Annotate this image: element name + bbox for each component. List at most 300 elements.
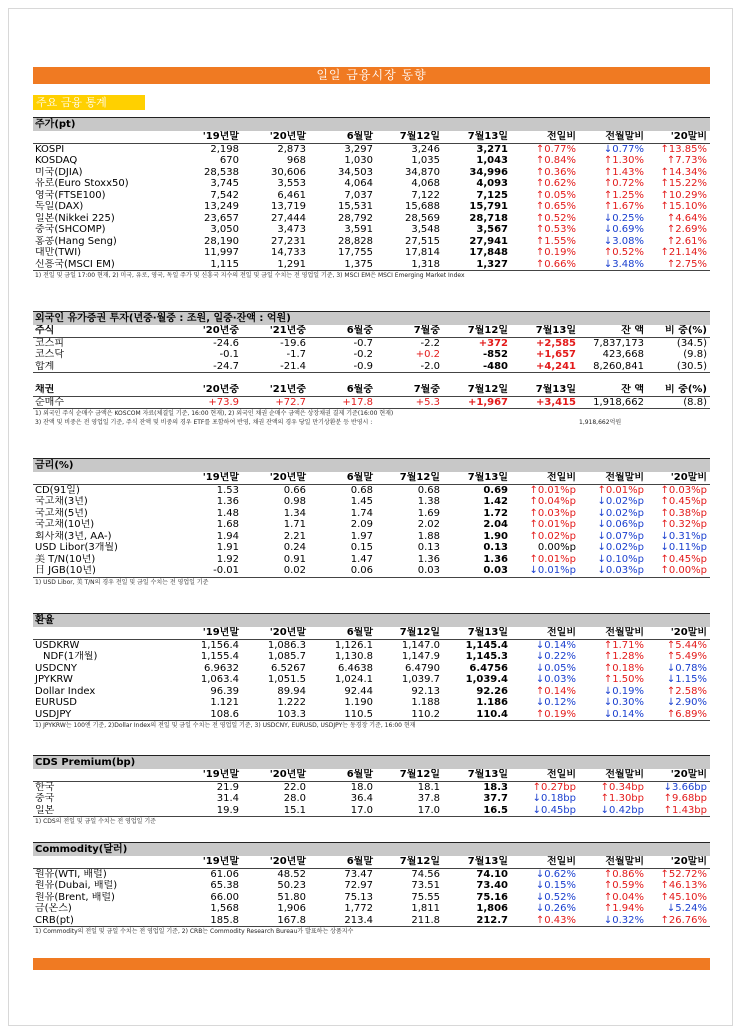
cell-mom: ↓0.02%p (597, 542, 644, 553)
cell-ytd: ↑2.58% (666, 685, 707, 697)
cell-jul12: 3,246 (411, 143, 440, 155)
cell-jul12: 2.02 (417, 519, 440, 530)
col-header-ytd: 비 중(%) (647, 384, 710, 396)
col-header-jul13: 7월13일 (443, 769, 511, 781)
table-row (33, 892, 710, 904)
cell-mom: ↑0.72% (603, 178, 644, 189)
cell-jul13: 2.04 (483, 519, 508, 530)
rate-name: USD Libor(3개월) (35, 542, 118, 553)
flow-name: 코스피 (35, 337, 64, 349)
cell-mom: ↑0.18% (603, 662, 644, 674)
cell-jul12: 28,569 (405, 212, 440, 224)
col-header-jul12: 7월12일 (376, 472, 443, 484)
foreign-stock-table (33, 325, 710, 373)
col-header-label: 채권 (33, 384, 175, 396)
commodity-name: 원유(Dubai, 배럴) (35, 880, 118, 891)
section-tag: 주요 금융 통계 (33, 95, 145, 110)
col-header-y20: '20년말 (242, 131, 309, 143)
cell-jun: 213.4 (309, 915, 376, 927)
cell-ytd: ↓1.15% (666, 674, 707, 685)
cell-jun: 0.06 (309, 565, 376, 577)
flow-name: 합계 (33, 361, 175, 373)
cell-dod: ↑0.02%p (529, 530, 576, 542)
cell-ytd: ↑4.64% (666, 212, 707, 224)
cell-y20: 48.52 (277, 868, 306, 880)
col-header-mom: 전월말비 (579, 769, 647, 781)
cell-jun: 36.4 (350, 793, 373, 804)
market-name: 영국(FTSE100) (35, 189, 106, 201)
col-header-dod: 전일비 (511, 856, 579, 868)
cell-dod: ↑1.55% (535, 235, 576, 247)
cell-ytd: (8.8) (647, 396, 710, 409)
table-row (33, 880, 710, 892)
table-row (33, 663, 710, 675)
cell-jul12: +5.3 (376, 396, 443, 409)
cell-y20: 0.91 (283, 553, 306, 565)
cell-dod: ↓0.12% (535, 697, 576, 708)
cell-jun: 2.09 (350, 519, 373, 530)
cell-y20: 167.8 (242, 915, 309, 927)
cell-dod: ↑0.14% (535, 685, 576, 697)
foreign-note-2-value: 1,918,662억원 (579, 419, 622, 426)
cell-y19: -24.7 (175, 361, 242, 373)
cell-ytd: ↓3.66bp (663, 781, 707, 793)
cell-jul13: 18.3 (483, 781, 508, 793)
cell-jul12: 34,870 (405, 166, 440, 178)
cell-jul12: 0.68 (417, 484, 440, 496)
cell-jun: 0.68 (350, 484, 373, 496)
rate-name: 국고채(5년) (35, 507, 88, 519)
cell-y20: 27,231 (271, 235, 306, 247)
col-header-jul12: 7월12일 (376, 856, 443, 868)
cell-y19: 1,568 (210, 903, 239, 914)
cell-ytd: ↓0.11%p (660, 542, 707, 553)
cell-y20: 15.1 (242, 805, 309, 817)
cell-y19: 1.94 (216, 530, 239, 542)
cell-jul12: +0.2 (415, 349, 440, 360)
cell-y19: 1,063.4 (200, 674, 239, 685)
foreign-note-1: 1) 외국인 주식 순매수 금액은 KOSCOM 자료(체결일 기준, 16:00 현재), 2) 외국인 채권 순매수 금액은 상장채권 결제 기준(16:00 현재) (35, 410, 394, 417)
foreign-bond-table (33, 384, 710, 409)
cell-jul12: 7,122 (411, 189, 440, 201)
cell-jul13: 4,093 (476, 178, 508, 189)
col-header-jun: 6월중 (309, 384, 376, 396)
cell-ytd: ↑15.22% (660, 178, 707, 189)
cell-mom: ↓0.10%p (597, 553, 644, 565)
table-row (33, 213, 710, 225)
header-row (33, 627, 710, 639)
cell-jul13: 27,941 (469, 235, 508, 247)
cell-jul13: +1,967 (443, 396, 511, 409)
cell-jul12: 3,548 (411, 224, 440, 235)
stocks-header: 주가(pt) (33, 117, 710, 131)
cell-mom: ↑1.43% (603, 166, 644, 178)
cell-y20: 3,553 (277, 178, 306, 189)
cell-mom: ↓3.08% (603, 235, 644, 247)
table-row (33, 259, 710, 271)
cell-jul12: 27,515 (405, 235, 440, 247)
country-name: 한국 (35, 781, 55, 793)
cell-dod: ↑0.01%p (529, 484, 576, 496)
table-row (33, 167, 710, 179)
table-row (33, 178, 710, 190)
commodity-table (33, 856, 710, 927)
cell-jun: 72.97 (344, 880, 373, 891)
commodity-header: Commodity(달러) (33, 842, 710, 856)
cell-dod: ↑0.27bp (532, 781, 576, 793)
table-row (33, 155, 710, 167)
fx-note: 1) JPYKRW는 100엔 기준, 2)Dollar Index의 전일 및 금일 수치는 전 영업일 기준, 3) USDCNY, EURUSD, USDJPY는 동경장 기준, 16:00 현재 (35, 722, 416, 729)
flow-name: 순매수 (33, 396, 175, 409)
cell-ytd: ↑45.10% (660, 891, 707, 903)
col-header-label (33, 769, 175, 781)
cell-jul12: 0.03 (376, 565, 443, 577)
cell-jul13: 1.36 (483, 553, 508, 565)
rates-header: 금리(%) (33, 458, 710, 472)
cell-dod: ↑0.05% (535, 189, 576, 201)
col-header-jun: 6월말 (309, 769, 376, 781)
cell-dod: +3,415 (511, 396, 579, 409)
cell-mom: ↑1.50% (603, 674, 644, 685)
cell-dod: ↑0.04%p (529, 496, 576, 507)
cell-jun: 17,755 (338, 247, 373, 258)
cell-y19: 28,190 (204, 235, 239, 247)
cell-jul12: 1.188 (411, 697, 440, 708)
cell-mom: 423,668 (602, 349, 644, 360)
market-name: 홍콩(Hang Seng) (35, 235, 117, 247)
cell-ytd: ↑2.61% (666, 235, 707, 247)
cell-y19: 11,997 (204, 247, 239, 258)
cell-mom: ↓0.14% (579, 709, 647, 721)
col-header-mom: 전월말비 (579, 856, 647, 868)
cell-jul12: 92.13 (411, 685, 440, 697)
cell-y19: 1,115 (175, 259, 242, 271)
cell-mom: ↑0.01%p (597, 484, 644, 496)
cell-jul12: 0.13 (417, 542, 440, 553)
table-row (33, 639, 710, 651)
report-title: 일일 금융시장 동향 (33, 67, 710, 84)
cell-dod: ↑0.03%p (529, 507, 576, 519)
cell-mom: ↓0.03%p (579, 565, 647, 577)
table-row (33, 531, 710, 543)
cell-y19: 3,745 (210, 178, 239, 189)
col-header-jul13: 7월13일 (443, 627, 511, 639)
cell-dod: ↓0.18bp (532, 793, 576, 804)
col-header-ytd: '20말비 (647, 131, 710, 143)
header-row (33, 472, 710, 484)
cell-ytd: ↑52.72% (660, 868, 707, 880)
cell-jun: +17.8 (309, 396, 376, 409)
rate-name: CD(91일) (35, 484, 80, 496)
cell-y20: 27,444 (271, 212, 306, 224)
cell-jun: 1.97 (350, 530, 373, 542)
col-header-ytd: '20말비 (647, 856, 710, 868)
cell-y19: -0.1 (219, 349, 239, 360)
cell-jun: 73.47 (344, 868, 373, 880)
cell-jul12: 110.2 (376, 709, 443, 721)
cell-y19: 185.8 (175, 915, 242, 927)
cell-dod: ↓0.45bp (511, 805, 579, 817)
cell-jun: 1.47 (350, 553, 373, 565)
cell-y20: 6,461 (277, 189, 306, 201)
col-header-jul13: 7월13일 (443, 131, 511, 143)
cell-dod: +1,657 (535, 349, 576, 360)
currency-name: NDF(1개월) (43, 651, 98, 662)
cell-y20: 0.02 (242, 565, 309, 577)
cell-y20: 0.24 (283, 542, 306, 553)
table-row (33, 805, 710, 817)
cell-jul13: 92.26 (476, 685, 508, 697)
cell-dod: ↑0.19% (535, 247, 576, 258)
cell-jul12: 6.4790 (405, 662, 440, 674)
col-header-y19: '19년말 (175, 472, 242, 484)
cds-section (33, 755, 710, 826)
cell-jun: 1,130.8 (334, 651, 373, 662)
col-header-dod: 전일비 (511, 627, 579, 639)
market-name: 중국(SHCOMP) (35, 224, 106, 235)
cell-jun: 7,037 (344, 189, 373, 201)
cell-y19: 1.36 (216, 496, 239, 507)
table-row (33, 651, 710, 663)
cds-table (33, 769, 710, 817)
cell-jul12: 211.8 (376, 915, 443, 927)
table-row (33, 868, 710, 880)
cell-jul12: 17.0 (376, 805, 443, 817)
cell-y19: -0.01 (175, 565, 242, 577)
col-header-jul12: 7월중 (376, 325, 443, 337)
cell-y20: -1.7 (286, 349, 306, 360)
cell-y19: 1,156.4 (200, 639, 239, 651)
cell-y19: 1,155.4 (200, 651, 239, 662)
commodity-name: CRB(pt) (33, 915, 175, 927)
fx-table (33, 627, 710, 721)
cell-jul13: 1,043 (476, 155, 508, 166)
cell-y19: 1.91 (216, 542, 239, 553)
cell-y19: 7,542 (210, 189, 239, 201)
cell-ytd: (9.8) (683, 349, 707, 360)
cell-jul13: 1,145.3 (465, 651, 508, 662)
cell-dod: ↑0.52% (535, 212, 576, 224)
cell-jul13: +372 (478, 337, 508, 349)
cell-jul13: 73.40 (476, 880, 508, 891)
cell-jul13: 1.90 (483, 530, 508, 542)
header-row (33, 856, 710, 868)
cell-jul12: 15,688 (405, 201, 440, 212)
cell-jul13: 1.72 (483, 507, 508, 519)
table-row (33, 565, 710, 577)
table-row (33, 519, 710, 531)
table-row (33, 190, 710, 202)
rate-name: 국고채(3년) (35, 496, 88, 507)
col-header-y20: '21년중 (242, 384, 309, 396)
cell-jun: 1,030 (344, 155, 373, 166)
fx-section (33, 613, 710, 730)
col-header-label (33, 131, 175, 143)
cell-jul13: 15,791 (469, 201, 508, 212)
cell-ytd: ↓5.24% (666, 903, 707, 914)
col-header-jul13: 7월12일 (443, 384, 511, 396)
col-header-y20: '20년말 (242, 627, 309, 639)
country-name: 중국 (35, 793, 55, 804)
col-header-dod: 전일비 (511, 472, 579, 484)
cell-mom: ↑0.34bp (600, 781, 644, 793)
footer-bar (33, 958, 710, 970)
rates-note: 1) USD Libor, 美 T/N의 경우 전일 및 금일 수치는 전 영업일 기준 (35, 578, 209, 586)
col-header-y20: '20년말 (242, 769, 309, 781)
fx-header: 환율 (33, 613, 710, 627)
cell-jul13: 1,145.4 (465, 639, 508, 651)
cell-dod: ↓0.15% (535, 880, 576, 891)
table-row (33, 361, 710, 373)
commodity-name: 원유(WTI, 배럴) (35, 868, 107, 880)
foreign-note-2 (33, 418, 710, 427)
cell-jul12: 1,318 (376, 259, 443, 271)
cell-dod: ↓0.03% (535, 674, 576, 685)
col-header-ytd: '20말비 (647, 769, 710, 781)
col-header-y19: '19년말 (175, 131, 242, 143)
cell-dod: ↑0.77% (535, 143, 576, 155)
currency-name: JPYKRW (35, 674, 73, 685)
col-header-y20: '21년중 (242, 325, 309, 337)
cell-jul13: 6.4756 (469, 662, 508, 674)
currency-name: USDJPY (33, 709, 175, 721)
cell-y19: 2,198 (210, 143, 239, 155)
cell-jul12: 1.69 (417, 507, 440, 519)
market-name: 신흥국(MSCI EM) (33, 259, 175, 271)
col-header-ytd: '20말비 (647, 627, 710, 639)
cell-jul13: 17,848 (469, 247, 508, 258)
cell-jul13: 0.03 (443, 565, 511, 577)
cell-ytd: ↑0.38%p (660, 507, 707, 519)
cell-jul13: 0.13 (483, 542, 508, 553)
cell-mom: ↑0.59% (603, 880, 644, 891)
header-row (33, 131, 710, 143)
cell-ytd: (30.5) (647, 361, 710, 373)
cell-y19: 66.00 (210, 891, 239, 903)
cell-jun: -0.7 (353, 337, 373, 349)
market-name: KOSPI (35, 143, 65, 155)
cell-y19: 1.92 (216, 553, 239, 565)
col-header-jun: 6월말 (309, 856, 376, 868)
cell-y20: 2,873 (277, 143, 306, 155)
cell-jun: 1,126.1 (334, 639, 373, 651)
cell-mom: ↑1.67% (603, 201, 644, 212)
cell-jul13: 110.4 (443, 709, 511, 721)
cell-jul12: -2.0 (376, 361, 443, 373)
cell-y19: 21.9 (216, 781, 239, 793)
cell-ytd: ↑1.43bp (647, 805, 710, 817)
cell-jun: 1.74 (350, 507, 373, 519)
cell-jul13: 16.5 (443, 805, 511, 817)
col-header-dod: 7월13일 (511, 325, 579, 337)
cell-y19: 28,538 (204, 166, 239, 178)
col-header-jul13: 7월12일 (443, 325, 511, 337)
table-row (33, 247, 710, 259)
cell-jul12: 1.38 (417, 496, 440, 507)
col-header-jul12: 7월12일 (376, 627, 443, 639)
cell-mom: ↓3.48% (579, 259, 647, 271)
cell-y20: 1,906 (277, 903, 306, 914)
cell-dod: ↑0.66% (511, 259, 579, 271)
cell-jul13: -852 (482, 349, 508, 360)
col-header-dod: 전일비 (511, 131, 579, 143)
table-row (33, 697, 710, 709)
cell-jul12: 37.8 (417, 793, 440, 804)
cell-ytd: ↑46.13% (660, 880, 707, 891)
table-row (33, 224, 710, 236)
cell-ytd: ↑2.69% (666, 224, 707, 235)
cell-ytd: ↓2.90% (666, 697, 707, 708)
cell-mom: ↓0.02%p (597, 496, 644, 507)
col-header-y19: '20년중 (175, 384, 242, 396)
cell-mom: ↓0.19% (603, 685, 644, 697)
cell-jun: 34,503 (338, 166, 373, 178)
cell-jul13: -480 (443, 361, 511, 373)
rates-section (33, 458, 710, 587)
cell-y20: 0.98 (283, 496, 306, 507)
cell-y19: 670 (219, 155, 239, 166)
cell-y19: 61.06 (210, 868, 239, 880)
market-name: 대만(TWI) (35, 247, 82, 258)
cell-ytd: ↑0.03%p (660, 484, 707, 496)
cell-jun: 1.190 (344, 697, 373, 708)
table-row (33, 496, 710, 508)
cell-dod: ↑0.01%p (529, 519, 576, 530)
cell-y20: 50.23 (277, 880, 306, 891)
col-header-jul13: 7월13일 (443, 856, 511, 868)
cell-y20: 3,473 (277, 224, 306, 235)
cell-y20: 1,086.3 (267, 639, 306, 651)
cell-jul12: 74.56 (411, 868, 440, 880)
cell-y20: 103.3 (242, 709, 309, 721)
rates-table (33, 472, 710, 578)
cell-y19: 31.4 (216, 793, 239, 804)
country-name: 일본 (33, 805, 175, 817)
table-row (33, 674, 710, 686)
cell-ytd: ↓0.31%p (660, 530, 707, 542)
commodity-name: 금(온스) (35, 903, 72, 914)
cell-ytd: ↑10.29% (660, 189, 707, 201)
cell-mom: ↑0.86% (603, 868, 644, 880)
cell-y20: 30,606 (271, 166, 306, 178)
cell-y19: 13,249 (204, 201, 239, 212)
cell-ytd: ↓0.78% (666, 662, 707, 674)
market-name: 독일(DAX) (35, 201, 84, 212)
cell-jul13: 3,567 (476, 224, 508, 235)
col-header-ytd: '20말비 (647, 472, 710, 484)
cell-mom: ↓0.77% (603, 143, 644, 155)
cell-ytd: ↑0.45%p (660, 496, 707, 507)
cell-mom: 7,837,173 (593, 337, 644, 349)
cell-dod: +4,241 (511, 361, 579, 373)
currency-name: USDKRW (35, 639, 80, 651)
cell-jun: 17.0 (309, 805, 376, 817)
cell-mom: ↑1.30% (603, 155, 644, 166)
cell-jun: -0.9 (309, 361, 376, 373)
cell-y20: 51.80 (277, 891, 306, 903)
col-header-label: 주식 (33, 325, 175, 337)
cell-dod: ↓0.14% (535, 639, 576, 651)
cell-jul12: 18.1 (417, 781, 440, 793)
cell-ytd: ↑14.34% (660, 166, 707, 178)
cell-mom: ↓0.25% (603, 212, 644, 224)
cell-mom: ↓0.02%p (597, 507, 644, 519)
cell-ytd: ↑6.89% (647, 709, 710, 721)
table-row (33, 508, 710, 520)
rate-name: 美 T/N(10년) (35, 553, 96, 565)
cell-jul13: 74.10 (476, 868, 508, 880)
cell-mom: ↑1.30bp (600, 793, 644, 804)
